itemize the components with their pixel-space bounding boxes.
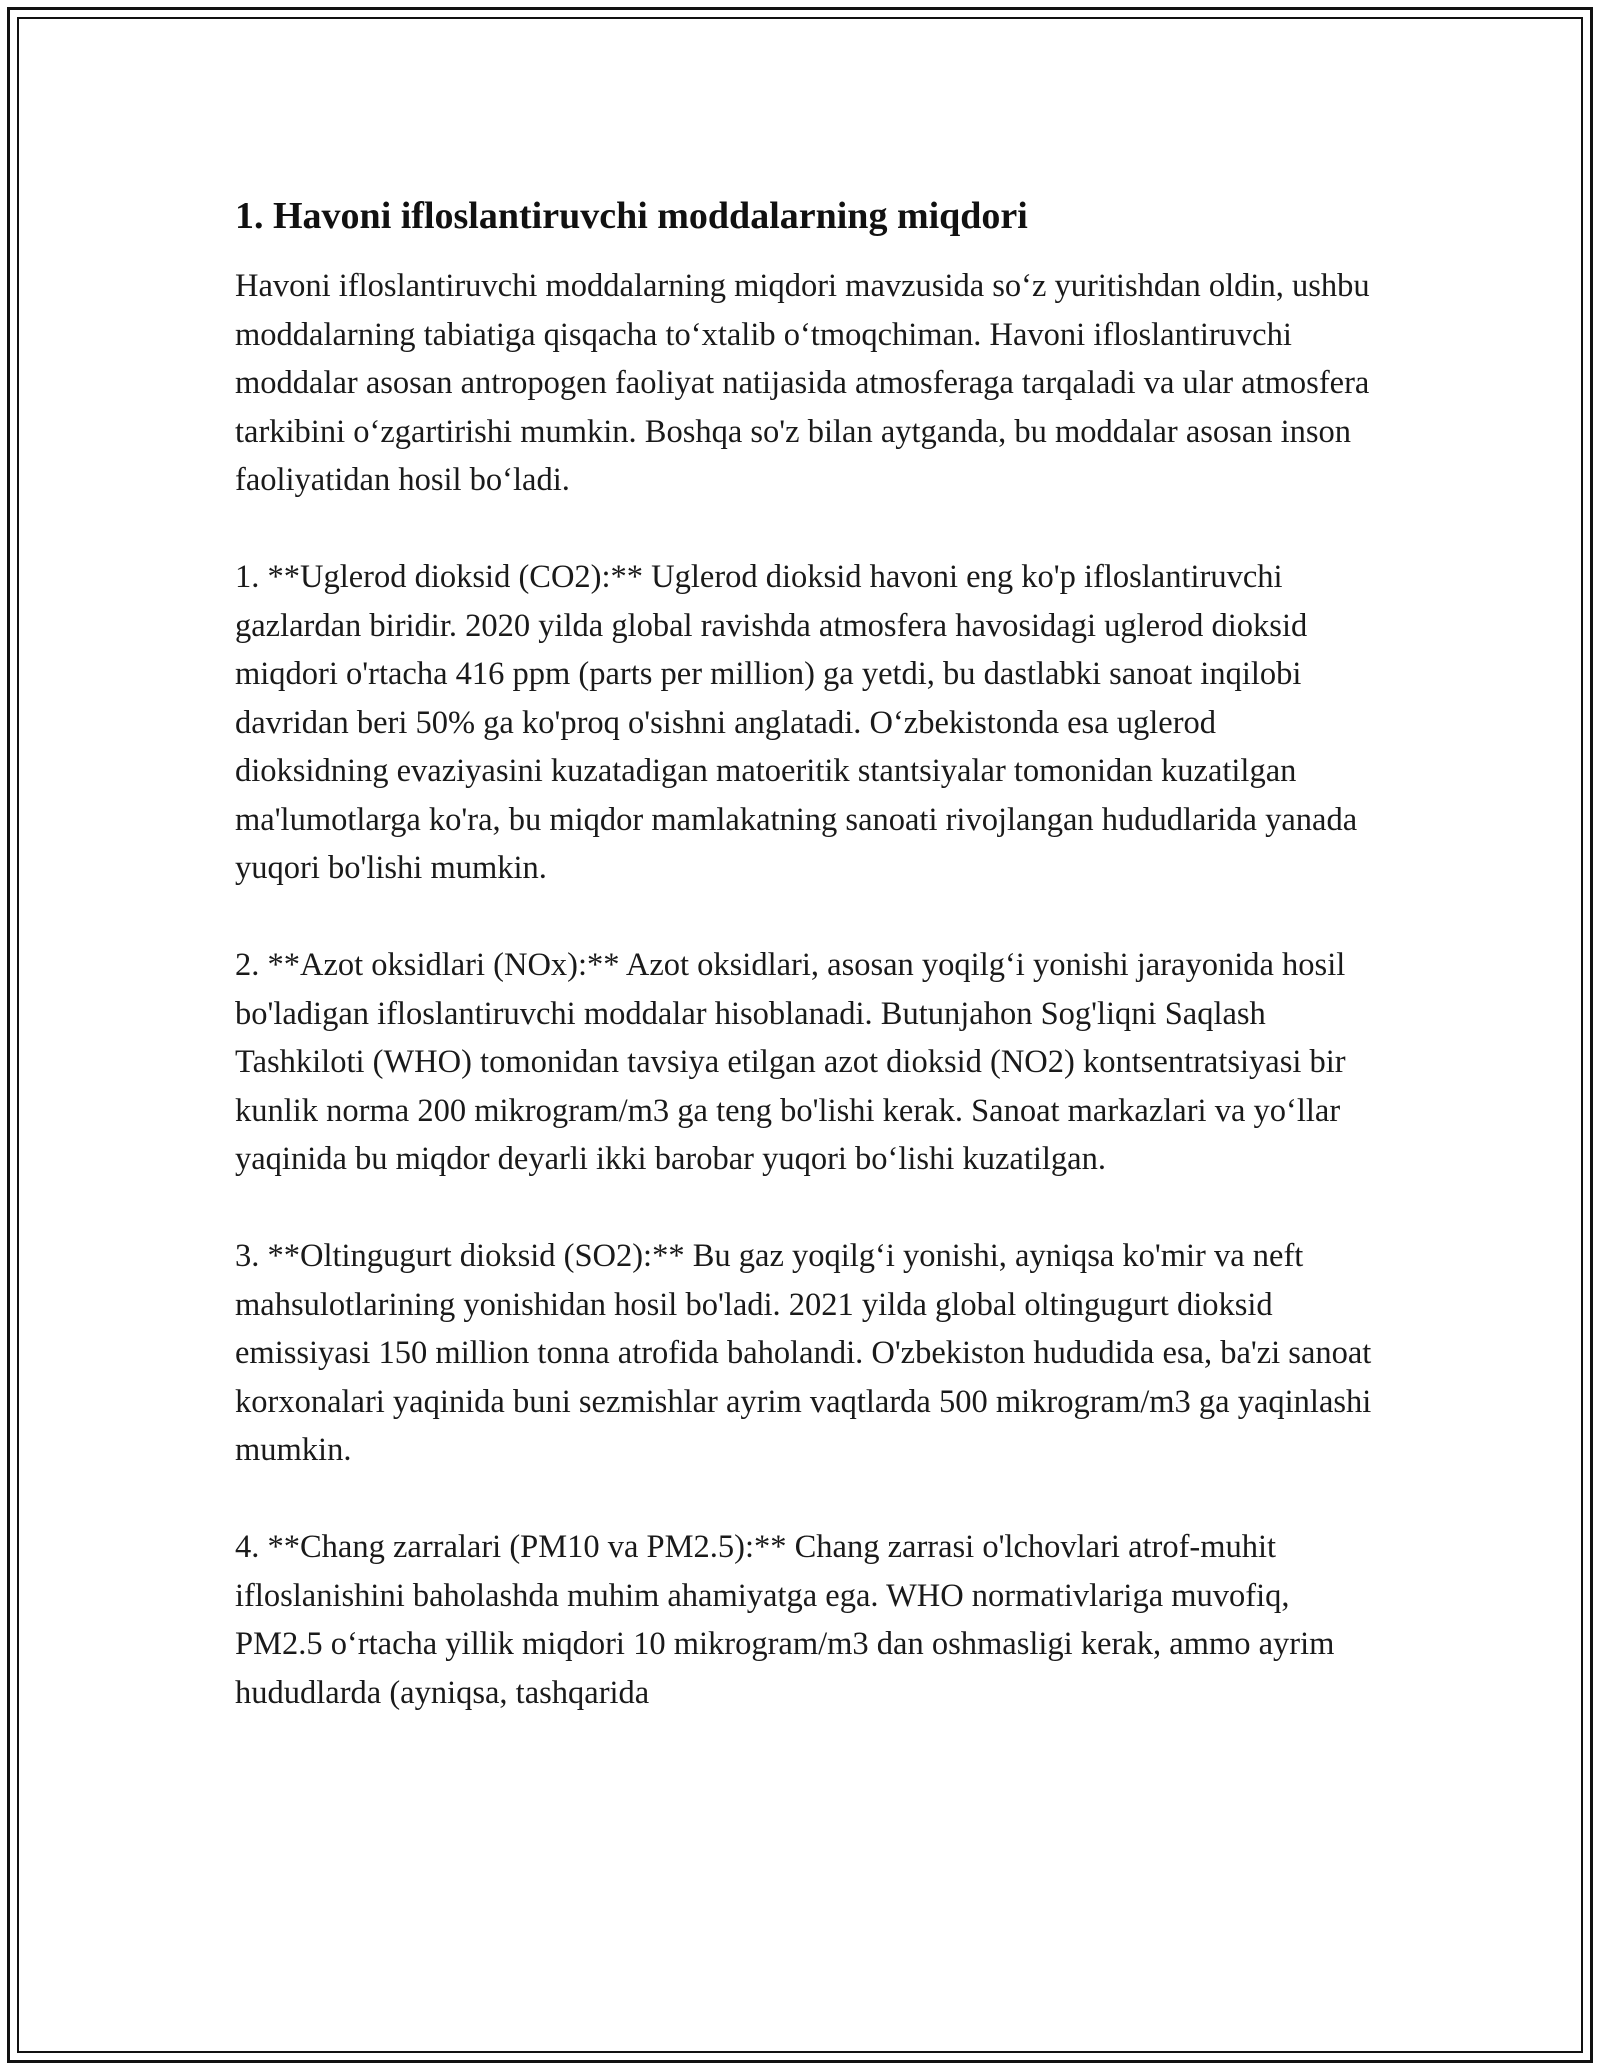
- paragraph-co2: 1. **Uglerod dioksid (CO2):** Uglerod dioksid havoni eng ko'p ifloslantiruvchi gazlardan biridir. 2020 yilda global ravishda atmosfera havosidagi uglerod dioksid miqdori o'rtacha 416 ppm (parts per million) ga yetdi, bu dastlabki sanoat inqilobi davridan beri 50% ga ko'proq o'sishni anglatadi. O‘zbekistonda esa uglerod dioksidning evaziyasini kuzatadigan matoeritik stantsiyalar tomonidan kuzatilgan ma'lumotlarga ko'ra, bu miqdor mamlakatning sanoati rivojlangan hududlarida yanada yuqori bo'lishi mumkin.: [235, 559, 1358, 886]
- intro-paragraph: Havoni ifloslantiruvchi moddalarning miqdori mavzusida so‘z yuritishdan oldin, ushbu moddalarning tabiatiga qisqacha to‘xtalib o‘tmoqchiman. Havoni ifloslantiruvchi moddalar asosan antropogen faoliyat natijasida atmosferaga tarqaladi va ular atmosfera tarkibini o‘zgartirishi mumkin. Boshqa so'z bilan aytganda, bu moddalar asosan inson faoliyatidan hosil bo‘ladi.: [235, 268, 1370, 498]
- paragraph-so2: 3. **Oltingugurt dioksid (SO2):** Bu gaz yoqilg‘i yonishi, ayniqsa ko'mir va neft mahsulotlarining yonishidan hosil bo'ladi. 2021 yilda global oltingugurt dioksid emissiyasi 150 million tonna atrofida baholandi. O'zbekiston hududida esa, ba'zi sanoat korxonalari yaqinida buni sezmishlar ayrim vaqtlarda 500 mikrogram/m3 ga yaqinlashi mumkin.: [235, 1238, 1372, 1468]
- section-heading: 1. Havoni ifloslantiruvchi moddalarning miqdori: [235, 195, 1028, 237]
- paragraph-nox: 2. **Azot oksidlari (NOx):** Azot oksidlari, asosan yoqilg‘i yonishi jarayonida hosil bo'ladigan ifloslantiruvchi moddalar hisoblanadi. Butunjahon Sog'liqni Saqlash Tashkiloti (WHO) tomonidan tavsiya etilgan azot dioksid (NO2) kontsentratsiyasi bir kunlik norma 200 mikrogram/m3 ga teng bo'lishi kerak. Sanoat markazlari va yo‘llar yaqinida bu miqdor deyarli ikki barobar yuqori bo‘lishi kuzatilgan.: [235, 947, 1346, 1177]
- paragraph-particulate-matter: 4. **Chang zarralari (PM10 va PM2.5):** Chang zarrasi o'lchovlari atrof-muhit ifloslanishini baholashda muhim ahamiyatga ega. WHO normativlariga muvofiq, PM2.5 o‘rtacha yillik miqdori 10 mikrogram/m3 dan oshmasligi kerak, ammo ayrim hududlarda (ayniqsa, tashqarida: [235, 1529, 1335, 1711]
- document-body: [235, 180, 1375, 1766]
